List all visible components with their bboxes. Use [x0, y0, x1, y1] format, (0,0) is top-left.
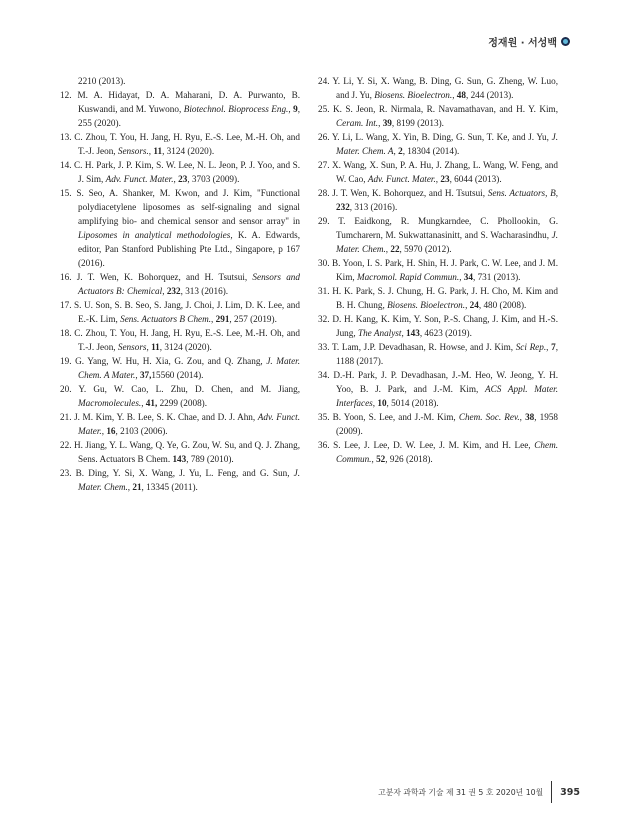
reference-text: T. Eaidkong, R. Mungkarndee, C. Phollookin, G. Tumcharern, M. Sukwattanasinitt, and S. Wacharasindhu,	[336, 216, 558, 240]
journal-name: J. Mater. Chem. A Mater.	[78, 356, 301, 380]
reference-number: 19.	[60, 356, 76, 366]
reference-item	[318, 158, 558, 186]
volume-number: 7	[551, 342, 556, 352]
reference-text: H. Jiang, Y. L. Wang, Q. Ye, G. Zou, W. Su, and Q. J. Zhang, Sens. Actuators B Chem.	[73, 440, 300, 464]
volume-number: 11	[153, 146, 163, 156]
journal-name: Sci Rep.	[515, 342, 547, 352]
journal-name: Sensors and Actuators B: Chemical	[78, 272, 300, 296]
reference-text: ,	[146, 342, 152, 352]
volume-number: 24	[469, 300, 479, 310]
reference-text: 2299 (2008).	[157, 398, 208, 408]
reference-number: 27.	[318, 160, 333, 170]
reference-number: 32.	[318, 314, 333, 324]
journal-name: Ceram. Int.	[336, 118, 379, 128]
reference-item	[60, 410, 300, 438]
reference-number: 23.	[60, 468, 76, 478]
reference-text: B. Yoon, S. Lee, and J.-M. Kim,	[332, 412, 459, 422]
journal-name: Adv. Funct. Mater.	[78, 412, 301, 436]
journal-name: Macromol. Rapid Commun.	[356, 272, 460, 282]
volume-number: 16	[106, 426, 116, 436]
reference-text: ,	[555, 188, 559, 198]
journal-name: Chem. Commun.	[336, 440, 558, 464]
reference-number: 36.	[318, 440, 334, 450]
reference-text: ,	[435, 174, 441, 184]
reference-number: 14.	[60, 160, 74, 170]
reference-item	[60, 74, 300, 88]
reference-item	[318, 102, 558, 130]
volume-number: 143	[406, 328, 420, 338]
volume-number: 143	[172, 454, 187, 464]
reference-item	[60, 438, 300, 466]
reference-item	[60, 270, 300, 298]
journal-name: Liposomes in analytical methodologies	[78, 230, 231, 240]
reference-text: , K. A. Edwards, editor, Pan Stanford Publishing Pte Ltd., Singapore, p 167 (2016).	[78, 230, 300, 268]
reference-text: S. Lee, J. Lee, D. W. Lee, J. M. Kim, and H. Lee,	[333, 440, 535, 450]
reference-text: 15560 (2014).	[151, 370, 204, 380]
reference-item	[318, 186, 558, 214]
reference-text: , 5970 (2012).	[399, 244, 452, 254]
reference-number: 29.	[318, 216, 339, 226]
reference-text: , 3124 (2020).	[162, 146, 215, 156]
reference-number: 13.	[60, 132, 75, 142]
volume-number: 21	[132, 482, 142, 492]
volume-number: 232	[166, 286, 181, 296]
reference-number: 31.	[318, 286, 333, 296]
reference-text: , 13345 (2011).	[141, 482, 198, 492]
reference-text: ,	[385, 244, 391, 254]
reference-text: 2210 (2013).	[78, 76, 126, 86]
reference-item	[318, 74, 558, 102]
reference-text: S. U. Son, S. B. Seo, S. Jang, J. Choi, J. Lim, D. K. Lee, and E.-K. Lim,	[74, 300, 300, 324]
journal-name: Sensors	[117, 342, 147, 352]
reference-text: , 313 (2016).	[180, 286, 229, 296]
reference-number: 16.	[60, 272, 77, 282]
reference-text: ,	[127, 482, 133, 492]
journal-name: Biotechnol. Bioprocess Eng.	[183, 104, 289, 114]
reference-text: ,	[211, 314, 216, 324]
reference-text: ,	[452, 90, 457, 100]
reference-item	[318, 340, 558, 368]
journal-name: J. Mater. Chem.	[78, 468, 301, 492]
reference-text: , 2103 (2006).	[115, 426, 168, 436]
reference-text: ,	[401, 328, 407, 338]
reference-text: ,	[173, 174, 179, 184]
reference-text: , 1958 (2009).	[336, 412, 559, 436]
reference-text: ,	[465, 300, 470, 310]
reference-text: , 3124 (2020).	[159, 342, 212, 352]
journal-name: J. Mater. Chem. A	[336, 132, 558, 156]
reference-number: 34.	[318, 370, 334, 380]
journal-name: J. Mater. Chem.	[336, 230, 558, 254]
journal-name: Chem. Soc. Rev.	[458, 412, 520, 422]
reference-text: D. H. Kang, K. Kim, Y. Son, P.-S. Chang, J. Kim, and H.-S. Jung,	[332, 314, 559, 338]
reference-item	[60, 354, 300, 382]
reference-text: , 8199 (2013).	[391, 118, 444, 128]
reference-text: , 1188 (2017).	[336, 342, 558, 366]
reference-text: ,	[372, 398, 378, 408]
reference-text: T. Lam, J.P. Devadhasan, R. Howse, and J. Kim,	[331, 342, 516, 352]
reference-text: K. S. Jeon, R. Nirmala, R. Navamathavan, and H. Y. Kim,	[332, 104, 558, 114]
volume-number: 38	[525, 412, 535, 422]
reference-item	[60, 466, 300, 494]
reference-number: 28.	[318, 188, 333, 198]
volume-number: 9	[293, 104, 298, 114]
reference-text: , 18304 (2014).	[402, 146, 460, 156]
journal-name: The Analyst	[357, 328, 402, 338]
reference-text: X. Wang, X. Sun, P. A. Hu, J. Zhang, L. Wang, W. Feng, and W. Cao,	[332, 160, 558, 184]
reference-text: , 926 (2018).	[385, 454, 433, 464]
reference-text: , 789 (2010).	[186, 454, 234, 464]
footer-journal: 고분자 과학과 기술 제 31 권 5 호 2020년 10월	[378, 787, 544, 797]
reference-item	[318, 312, 558, 340]
journal-name: Sensors.	[117, 146, 149, 156]
reference-number: 15.	[60, 188, 77, 198]
header-circle-icon	[561, 37, 570, 46]
reference-number: 33.	[318, 342, 332, 352]
reference-text: ,	[393, 146, 399, 156]
page-footer	[378, 781, 580, 803]
reference-number: 30.	[318, 258, 333, 268]
reference-text: C. Zhou, T. You, H. Jang, H. Ryu, E.-S. Lee, M.-H. Oh, and T.-J. Jeon,	[74, 328, 300, 352]
reference-number: 25.	[318, 104, 333, 114]
volume-number: 232	[336, 202, 350, 212]
reference-number: 26.	[318, 132, 332, 142]
journal-name: Adv. Funct. Mater.	[105, 174, 174, 184]
reference-item	[60, 88, 300, 130]
reference-text: ,	[135, 370, 140, 380]
reference-text: ,	[101, 426, 107, 436]
reference-item	[60, 130, 300, 158]
volume-number: 10	[377, 398, 387, 408]
reference-text: M. A. Hidayat, D. A. Maharani, D. A. Purwanto, B. Kuswandi, and M. Yuwono,	[77, 90, 301, 114]
reference-text: G. Yang, W. Hu, H. Xia, G. Zou, and Q. Zhang,	[75, 356, 267, 366]
reference-item	[60, 158, 300, 186]
reference-number: 18.	[60, 328, 75, 338]
volume-number: 37,	[139, 370, 152, 380]
reference-text: Y. Li, L. Wang, X. Yin, B. Ding, G. Sun, T. Ke, and J. Yu,	[331, 132, 552, 142]
reference-text: J. T. Wen, K. Bohorquez, and H. Tsutsui,	[332, 188, 488, 198]
journal-name: Adv. Funct. Mater.	[367, 174, 436, 184]
reference-text: , 255 (2020).	[78, 104, 300, 128]
volume-number: 34	[463, 272, 473, 282]
reference-item	[318, 368, 558, 410]
journal-name: Biosens. Bioelectron.	[387, 300, 466, 310]
journal-name: Sens. Actuators, B	[487, 188, 556, 198]
volume-number: 2	[398, 146, 403, 156]
reference-text: , 244 (2013).	[465, 90, 514, 100]
journal-name: Macromolecules.	[78, 398, 142, 408]
reference-text: , 731 (2013).	[472, 272, 521, 282]
reference-item	[60, 326, 300, 354]
reference-text: ,	[371, 454, 377, 464]
volume-number: 39	[382, 118, 392, 128]
references-right-column	[318, 74, 558, 466]
reference-item	[318, 410, 558, 438]
reference-text: ,	[148, 146, 154, 156]
reference-text: ,	[162, 286, 167, 296]
reference-number: 20.	[60, 384, 79, 394]
volume-number: 11	[151, 342, 160, 352]
journal-name: Biosens. Bioelectron.	[374, 90, 453, 100]
volume-number: 291	[215, 314, 230, 324]
reference-item	[318, 256, 558, 284]
running-header	[488, 34, 570, 49]
reference-text: ,	[288, 104, 294, 114]
volume-number: 41,	[145, 398, 158, 408]
reference-text: , 5014 (2018).	[386, 398, 439, 408]
volume-number: 23	[440, 174, 450, 184]
page-number: 395	[560, 786, 580, 798]
footer-divider	[551, 781, 552, 803]
reference-text: H. K. Park, S. J. Chung, H. G. Park, J. H. Cho, M. Kim and B. H. Chung,	[332, 286, 558, 310]
reference-text: C. Zhou, T. You, H. Jang, H. Ryu, E.-S. Lee, M.-H. Oh, and T.-J. Jeon,	[74, 132, 300, 156]
reference-number: 12.	[60, 90, 78, 100]
reference-text: ,	[519, 412, 526, 422]
reference-text: B. Yoon, I. S. Park, H. Shin, H. J. Park, C. W. Lee, and J. M. Kim,	[332, 258, 558, 282]
reference-text: D.-H. Park, J. P. Devadhasan, J.-M. Heo, W. Jeong, Y. H. Yoo, B. J. Park, and J.-M. Kim,	[333, 370, 559, 394]
header-authors: 정재원 · 서성백	[488, 38, 557, 49]
reference-number: 22.	[60, 440, 74, 450]
reference-text: , 257 (2019).	[229, 314, 277, 324]
volume-number: 52	[376, 454, 386, 464]
reference-number: 21.	[60, 412, 75, 422]
reference-text: B. Ding, Y. Si, X. Wang, J. Yu, L. Feng, and G. Sun,	[75, 468, 294, 478]
reference-text: Y. Gu, W. Cao, L. Zhu, D. Chen, and M. Jiang,	[78, 384, 300, 394]
reference-item	[318, 284, 558, 312]
volume-number: 23	[178, 174, 188, 184]
reference-item	[318, 214, 558, 256]
reference-item	[60, 186, 300, 270]
reference-text: S. Seo, A. Shanker, M. Kwon, and J. Kim, "Functional polydiacetylene liposomes as self-signaling and signal amplifying bio- and chemical sensor and sensor array" in	[76, 188, 301, 226]
reference-item	[60, 298, 300, 326]
reference-text: ,	[378, 118, 383, 128]
journal-name: ACS Appl. Mater. Interfaces	[336, 384, 558, 408]
reference-text: ,	[459, 272, 464, 282]
reference-text: , 6044 (2013).	[449, 174, 502, 184]
reference-text: Y. Li, Y. Si, X. Wang, B. Ding, G. Sun, G. Zheng, W. Luo, and J. Yu,	[332, 76, 558, 100]
reference-text: , 3703 (2009).	[187, 174, 240, 184]
reference-text: ,	[141, 398, 146, 408]
reference-item	[318, 438, 558, 466]
reference-item	[318, 130, 558, 158]
reference-item	[60, 382, 300, 410]
journal-name: Sens. Actuators B Chem.	[120, 314, 212, 324]
reference-text: , 480 (2008).	[478, 300, 527, 310]
reference-text: ,	[546, 342, 552, 352]
reference-text: , 313 (2016).	[349, 202, 398, 212]
reference-text: J. T. Wen, K. Bohorquez, and H. Tsutsui,	[76, 272, 253, 282]
reference-text: , 4623 (2019).	[419, 328, 472, 338]
volume-number: 48	[456, 90, 466, 100]
reference-number: 24.	[318, 76, 333, 86]
reference-number: 35.	[318, 412, 333, 422]
references-left-column	[60, 74, 300, 494]
reference-number: 17.	[60, 300, 75, 310]
reference-text: C. H. Park, J. P. Kim, S. W. Lee, N. L. Jeon, P. J. Yoo, and S. J. Sim,	[73, 160, 300, 184]
volume-number: 22	[390, 244, 400, 254]
reference-text: J. M. Kim, Y. B. Lee, S. K. Chae, and D. J. Ahn,	[74, 412, 258, 422]
